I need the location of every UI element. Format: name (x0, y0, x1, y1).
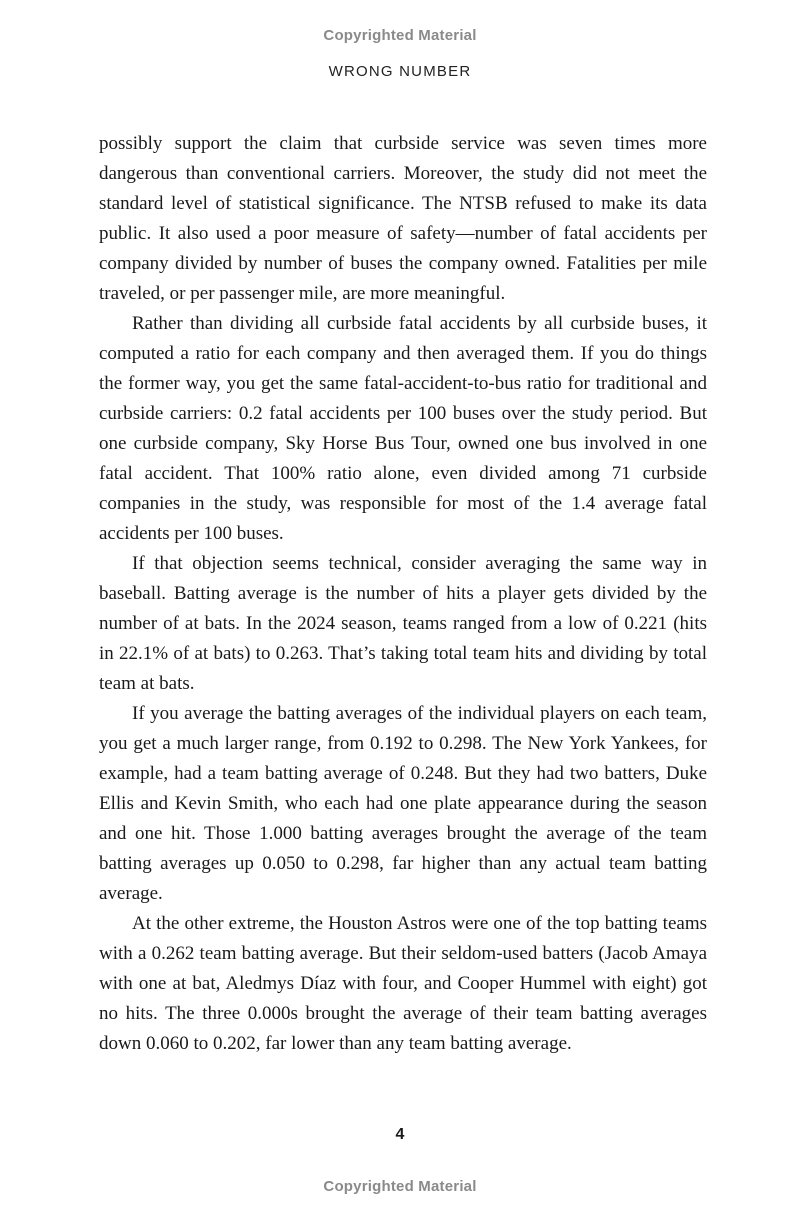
running-head: WRONG NUMBER (328, 63, 472, 80)
body-text (99, 129, 707, 1059)
paragraph: If that objection seems technical, consider averaging the same way in baseball. Batting average is the number of hits a player gets divided by the number of at bats. In the 2024 season, teams ranged from a low of 0.221 (hits in 22.1% of at bats) to 0.263. That’s taking total team hits and dividing by total team at bats. (99, 553, 707, 694)
copyright-watermark-bottom: Copyrighted Material (323, 1178, 477, 1195)
paragraph: At the other extreme, the Houston Astros were one of the top batting teams with a 0.262 team batting average. But their seldom-used batters (Jacob Amaya with one at bat, Aledmys Díaz with four, and Cooper Hummel with eight) got no hits. The three 0.000s brought the average of their team batting averages down 0.060 to 0.202, far lower than any team batting average. (99, 913, 707, 1054)
paragraph: Rather than dividing all curbside fatal accidents by all curbside buses, it computed a ratio for each company and then averaged them. If you do things the former way, you get the same fatal-accident-to-bus ratio for traditional and curbside carriers: 0.2 fatal accidents per 100 buses over the study period. But one curbside company, Sky Horse Bus Tour, owned one bus involved in one fatal accident. That 100% ratio alone, even divided among 71 curbside companies in the study, was responsible for most of the 1.4 average fatal accidents per 100 buses. (99, 313, 707, 544)
paragraph: possibly support the claim that curbside service was seven times more dangerous than conventional carriers. Moreover, the study did not meet the standard level of statistical significance. The NTSB refused to make its data public. It also used a poor measure of safety—number of fatal accidents per company divided by number of buses the company owned. Fatalities per mile traveled, or per passenger mile, are more meaningful. (99, 133, 707, 304)
page-number: 4 (395, 1126, 405, 1143)
copyright-watermark-top: Copyrighted Material (323, 27, 477, 44)
paragraph: If you average the batting averages of the individual players on each team, you get a much larger range, from 0.192 to 0.298. The New York Yankees, for example, had a team batting average of 0.248. But they had two batters, Duke Ellis and Kevin Smith, who each had one plate appearance during the season and one hit. Those 1.000 batting averages brought the average of the team batting averages up 0.050 to 0.298, far higher than any actual team batting average. (99, 703, 707, 904)
